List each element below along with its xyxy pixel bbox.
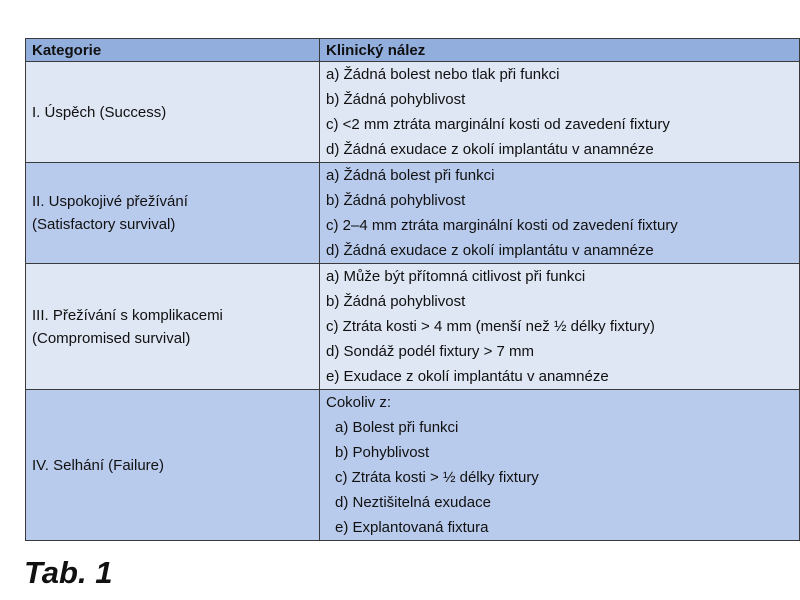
table-row [26, 62, 800, 163]
finding-intro: Cokoliv z: [326, 394, 392, 411]
finding-item: b) Žádná pohyblivost [326, 192, 466, 209]
finding-item: c) Ztráta kosti > ½ délky fixtury [335, 469, 539, 486]
classification-table [25, 38, 800, 541]
finding-item: a) Bolest při funkci [335, 419, 459, 436]
header-clinical-finding: Klinický nález [320, 39, 800, 62]
finding-item: d) Neztišitelná exudace [335, 494, 491, 511]
table-row [26, 264, 800, 390]
finding-item: e) Explantovaná fixtura [335, 519, 489, 536]
header-category: Kategorie [26, 39, 320, 62]
finding-item: b) Pohyblivost [335, 444, 430, 461]
category-label-english: (Compromised survival) [32, 329, 191, 347]
category-label-english: (Satisfactory survival) [32, 216, 176, 233]
category-label: IV. Selhání (Failure) [32, 456, 165, 474]
finding-cell [320, 62, 800, 163]
finding-item: e) Exudace z okolí implantátu v anamnéze [326, 368, 609, 385]
category-cell [26, 163, 320, 264]
category-cell [26, 264, 320, 390]
finding-cell [320, 264, 800, 390]
finding-cell [320, 163, 800, 264]
group-compromised-survival [26, 264, 800, 390]
finding-item: a) Žádná bolest nebo tlak při funkci [326, 66, 560, 83]
finding-item: d) Sondáž podél fixtury > 7 mm [326, 343, 535, 360]
finding-item: d) Žádná exudace z okolí implantátu v anamnéze [326, 141, 654, 158]
group-success [26, 62, 800, 163]
group-satisfactory-survival [26, 163, 800, 264]
finding-item: c) 2–4 mm ztráta marginální kosti od zavedení fixtury [326, 217, 678, 234]
finding-item: c) <2 mm ztráta marginální kosti od zavedení fixtury [326, 116, 670, 133]
table-row [26, 390, 800, 541]
table-caption: Tab. 1 [24, 555, 113, 590]
finding-item: c) Ztráta kosti > 4 mm (menší než ½ délky fixtury) [326, 318, 655, 335]
category-label: I. Úspěch (Success) [32, 103, 167, 121]
finding-item: a) Může být přítomná citlivost při funkci [326, 268, 586, 285]
finding-cell [320, 390, 800, 541]
category-label: II. Uspokojivé přežívání [32, 193, 188, 210]
group-failure [26, 390, 800, 541]
classification-table-container [25, 38, 799, 541]
table-row [26, 163, 800, 264]
header-row [26, 39, 800, 62]
category-label: III. Přežívání s komplikacemi [32, 306, 223, 324]
finding-item: b) Žádná pohyblivost [326, 293, 466, 310]
finding-item: b) Žádná pohyblivost [326, 91, 466, 108]
category-cell [26, 390, 320, 541]
category-cell [26, 62, 320, 163]
finding-item: d) Žádná exudace z okolí implantátu v anamnéze [326, 242, 654, 259]
finding-item: a) Žádná bolest při funkci [326, 167, 495, 184]
